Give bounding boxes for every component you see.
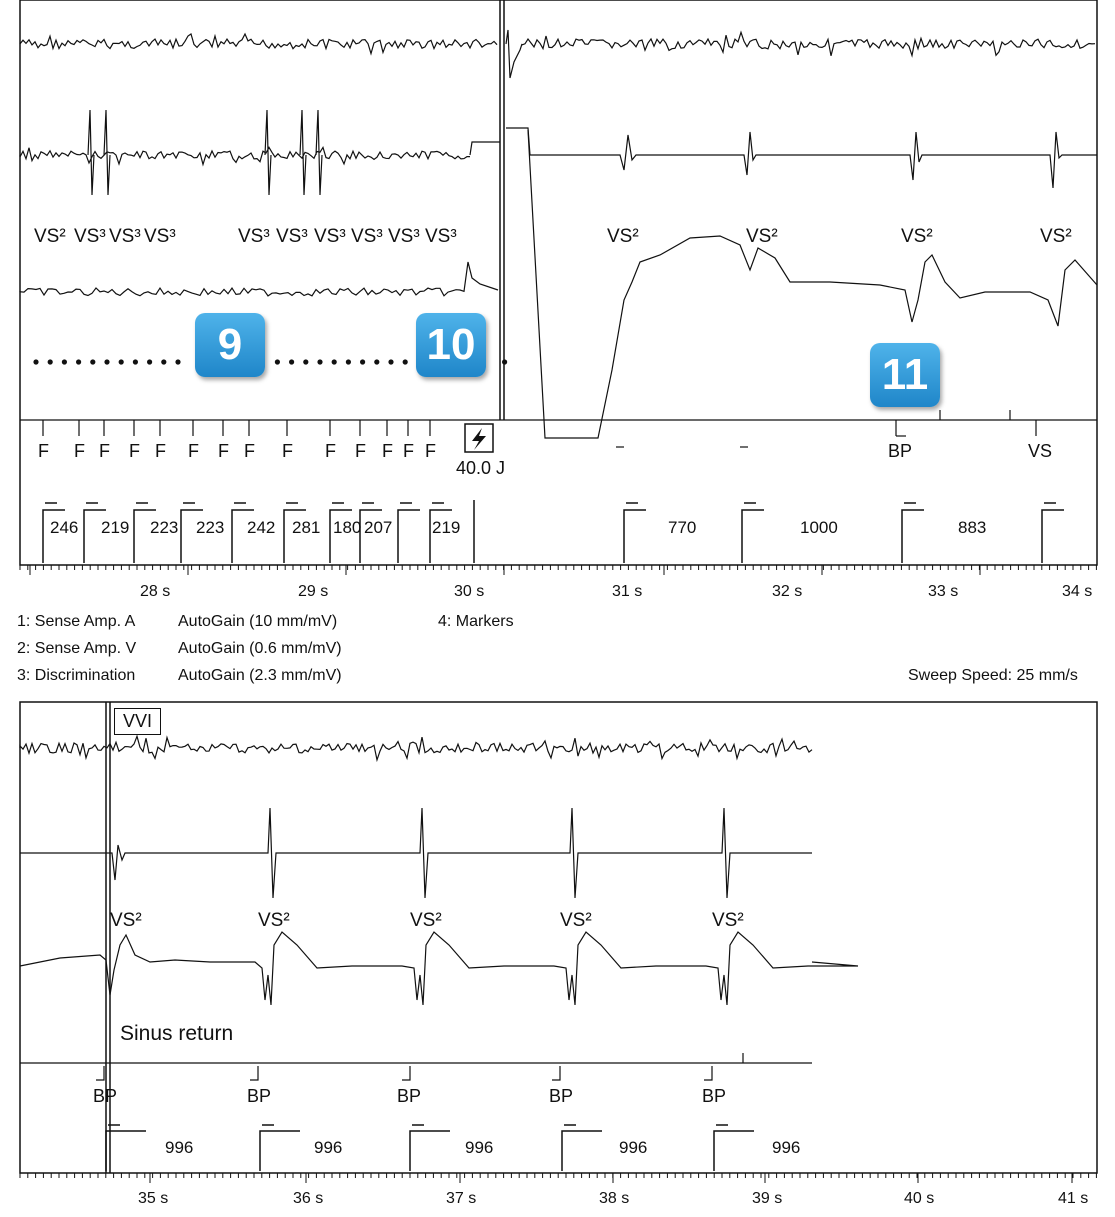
time-label: 36 s <box>293 1190 324 1207</box>
badge-9: 9 <box>195 313 265 377</box>
legend-ch2-gain: AutoGain (0.6 mm/mV) <box>178 640 342 657</box>
legend-ch1-name: 1: Sense Amp. A <box>17 613 136 630</box>
marker-label: BP <box>247 1086 272 1106</box>
bottom-time-axis <box>20 1173 1097 1183</box>
disc-label: VS³ <box>109 226 141 247</box>
interval-value: 281 <box>292 518 321 537</box>
marker-label: BP <box>888 441 913 461</box>
sinus-return-annotation: Sinus return <box>120 1022 234 1045</box>
disc-label: VS² <box>34 226 66 247</box>
interval-value: 219 <box>432 518 461 537</box>
disc-label: VS³ <box>425 226 457 247</box>
top-atrial-egm-trace <box>20 30 1095 78</box>
disc-label: VS² <box>607 226 639 247</box>
sweep-speed: Sweep Speed: 25 mm/s <box>908 667 1078 684</box>
marker-label: F <box>355 441 366 461</box>
disc-label: VS² <box>258 910 290 931</box>
time-label: 38 s <box>599 1190 630 1207</box>
time-label: 41 s <box>1058 1190 1089 1207</box>
legend-ch3-gain: AutoGain (2.3 mm/mV) <box>178 667 342 684</box>
marker-label: BP <box>702 1086 727 1106</box>
time-label: 37 s <box>446 1190 477 1207</box>
interval-value: 219 <box>101 518 130 537</box>
disc-label: VS² <box>560 910 592 931</box>
marker-label: F <box>244 441 255 461</box>
marker-label: F <box>38 441 49 461</box>
marker-label: F <box>325 441 336 461</box>
interval-value: 207 <box>364 518 393 537</box>
time-label: 30 s <box>454 583 485 600</box>
marker-label: F <box>74 441 85 461</box>
interval-value: 996 <box>619 1138 648 1157</box>
disc-label: VS³ <box>351 226 383 247</box>
time-label: 40 s <box>904 1190 935 1207</box>
marker-label: BP <box>93 1086 118 1106</box>
marker-label: F <box>155 441 166 461</box>
interval-value: 883 <box>958 518 987 537</box>
legend-ch1-gain: AutoGain (10 mm/mV) <box>178 613 338 630</box>
time-label: 28 s <box>140 583 171 600</box>
time-label: 31 s <box>612 583 643 600</box>
interval-value: 996 <box>772 1138 801 1157</box>
time-label: 34 s <box>1062 583 1093 600</box>
marker-label: F <box>282 441 293 461</box>
pacing-mode-box: VVI <box>114 708 161 735</box>
time-label: 35 s <box>138 1190 169 1207</box>
top-time-axis <box>20 565 1097 575</box>
badge-11: 11 <box>870 343 940 407</box>
bottom-atrial-egm-trace <box>20 736 812 760</box>
time-label: 33 s <box>928 583 959 600</box>
time-label: 39 s <box>752 1190 783 1207</box>
bottom-ventricular-egm-trace <box>20 808 812 898</box>
bottom-discrimination-trace <box>20 932 858 1005</box>
disc-label: VS² <box>901 226 933 247</box>
marker-label: VS <box>1028 441 1053 461</box>
bottom-marker-channel <box>96 1053 743 1080</box>
interval-value: 770 <box>668 518 697 537</box>
marker-label: F <box>403 441 414 461</box>
interval-value: 1000 <box>800 518 838 537</box>
disc-label: VS³ <box>144 226 176 247</box>
disc-label: VS² <box>410 910 442 931</box>
top-panel-frame <box>20 0 1097 565</box>
interval-value: 223 <box>150 518 179 537</box>
legend-ch4: 4: Markers <box>438 613 514 630</box>
disc-label: VS² <box>1040 226 1072 247</box>
interval-value: 223 <box>196 518 225 537</box>
disc-label: VS³ <box>388 226 420 247</box>
interval-value: 996 <box>465 1138 494 1157</box>
marker-label: F <box>218 441 229 461</box>
interval-value: 180 <box>333 518 362 537</box>
marker-label: BP <box>397 1086 422 1106</box>
shock-energy-label: 40.0 J <box>456 458 506 478</box>
marker-label: F <box>188 441 199 461</box>
badge-10: 10 <box>416 313 486 377</box>
marker-label: F <box>382 441 393 461</box>
marker-label: F <box>425 441 436 461</box>
legend-ch2-name: 2: Sense Amp. V <box>17 640 137 657</box>
marker-label: F <box>99 441 110 461</box>
legend-ch3-name: 3: Discrimination <box>17 667 136 684</box>
disc-label: VS³ <box>74 226 106 247</box>
marker-label: BP <box>549 1086 574 1106</box>
marker-label: F <box>129 441 140 461</box>
time-label: 32 s <box>772 583 803 600</box>
top-ventricular-egm-trace <box>20 110 1097 195</box>
interval-value: 246 <box>50 518 79 537</box>
interval-value: 242 <box>247 518 276 537</box>
bottom-interval-channel <box>106 1125 754 1171</box>
time-label: 29 s <box>298 583 329 600</box>
disc-label: VS³ <box>314 226 346 247</box>
interval-value: 996 <box>165 1138 194 1157</box>
disc-label: VS³ <box>238 226 270 247</box>
disc-label: VS³ <box>276 226 308 247</box>
disc-label: VS² <box>110 910 142 931</box>
interval-value: 996 <box>314 1138 343 1157</box>
disc-label: VS² <box>712 910 744 931</box>
disc-label: VS² <box>746 226 778 247</box>
